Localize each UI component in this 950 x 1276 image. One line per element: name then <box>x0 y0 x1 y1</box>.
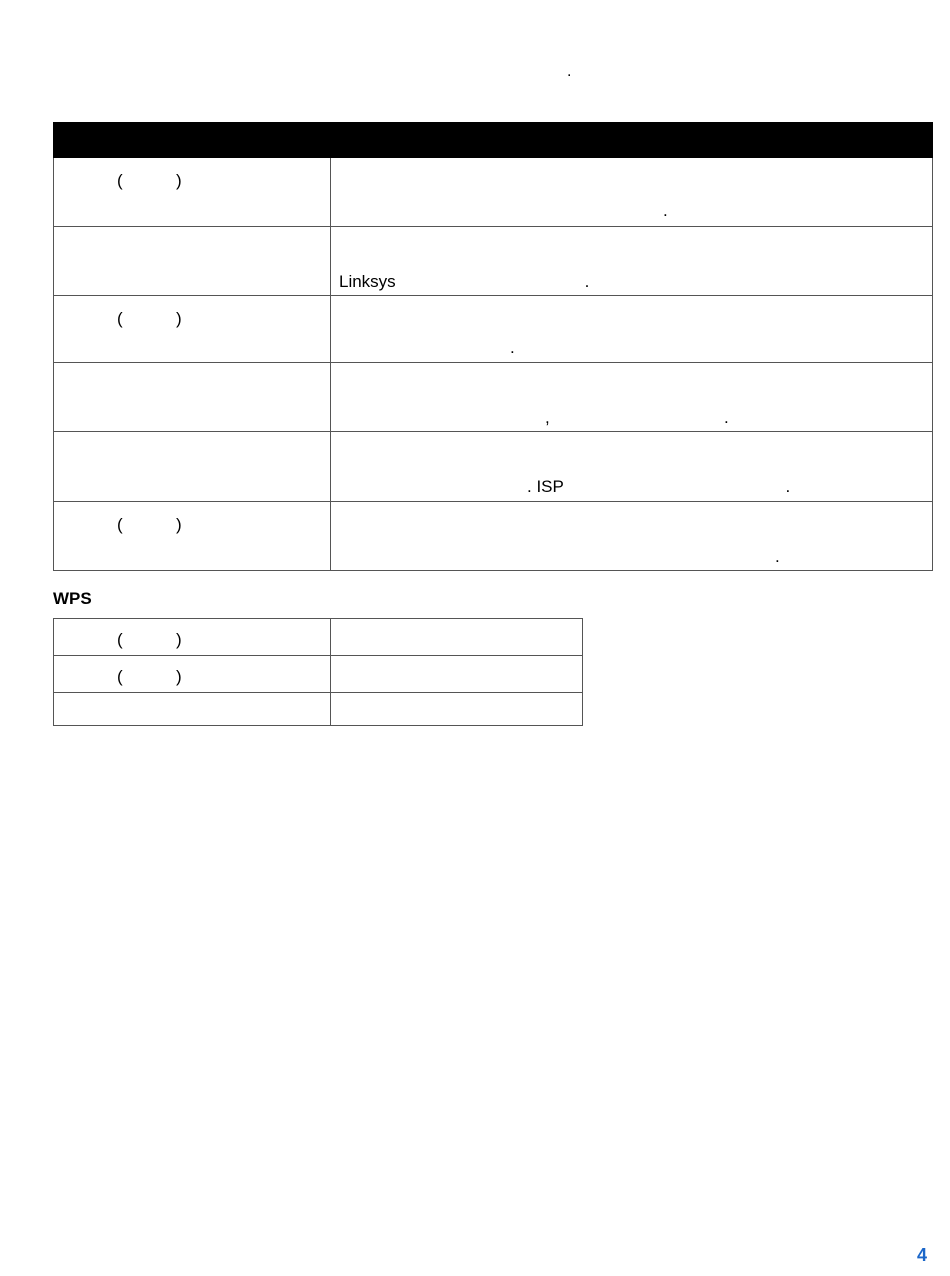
right-paren: ) <box>176 667 182 686</box>
right-paren: ) <box>176 309 182 328</box>
description-text: . <box>510 338 515 357</box>
row-label <box>54 363 331 432</box>
right-paren: ) <box>176 630 182 649</box>
row-description <box>331 296 933 363</box>
table-row <box>54 656 583 693</box>
row-description <box>331 363 933 432</box>
table-header-row <box>54 123 933 158</box>
description-text: . <box>724 408 729 427</box>
table-row <box>54 227 933 296</box>
row-label <box>54 502 331 571</box>
left-paren: ( <box>117 515 123 534</box>
wps-row-label <box>54 693 331 726</box>
page-number: 4 <box>917 1245 928 1265</box>
table-row <box>54 296 933 363</box>
right-paren: ) <box>176 171 182 190</box>
left-paren: ( <box>117 309 123 328</box>
table-row <box>54 363 933 432</box>
left-paren: ( <box>117 667 123 686</box>
row-description <box>331 227 933 296</box>
intro-text: . <box>567 63 572 80</box>
wps-row-value <box>331 656 583 693</box>
wps-table <box>53 618 583 726</box>
table-row <box>54 619 583 656</box>
wps-row-value <box>331 619 583 656</box>
row-label <box>54 227 331 296</box>
row-description <box>331 158 933 227</box>
description-text: . <box>775 547 780 566</box>
wps-row-label <box>54 619 331 656</box>
description-text: . ISP . <box>527 477 791 496</box>
settings-table <box>53 122 933 571</box>
right-paren: ) <box>176 515 182 534</box>
row-description <box>331 432 933 502</box>
table-row <box>54 158 933 227</box>
row-label <box>54 158 331 227</box>
description-text: Linksys . <box>339 272 590 291</box>
row-label <box>54 432 331 502</box>
table-row <box>54 693 583 726</box>
description-comma: , <box>545 408 550 427</box>
row-description <box>331 502 933 571</box>
header-col1 <box>54 123 331 158</box>
table-row <box>54 432 933 502</box>
wps-row-label <box>54 656 331 693</box>
table-row <box>54 502 933 571</box>
left-paren: ( <box>117 630 123 649</box>
row-label <box>54 296 331 363</box>
header-col2 <box>331 123 933 158</box>
description-text: . <box>663 201 668 220</box>
wps-section-title: WPS <box>53 589 92 608</box>
wps-row-value <box>331 693 583 726</box>
left-paren: ( <box>117 171 123 190</box>
